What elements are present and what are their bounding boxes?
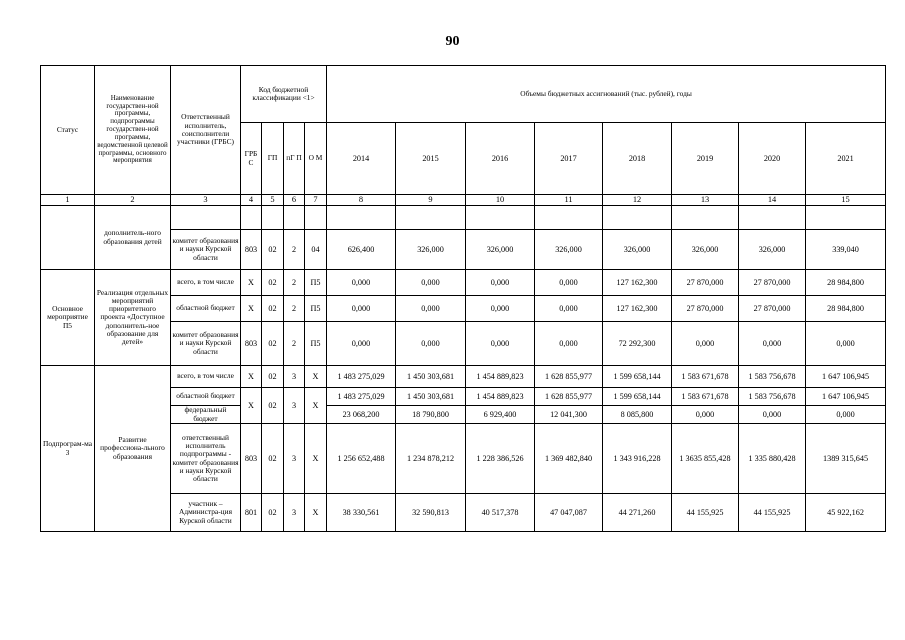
om-cell: Х xyxy=(305,388,327,424)
value-cell: 38 330,561 xyxy=(327,494,396,532)
value-cell: 12 041,300 xyxy=(535,406,603,424)
header-code-om: О М xyxy=(305,123,327,195)
grbs-cell: Х xyxy=(241,366,262,388)
value-cell: 0,000 xyxy=(806,322,886,366)
value-cell: 1 583 756,678 xyxy=(739,388,806,406)
column-number: 2 xyxy=(95,195,171,206)
pgp-cell: 3 xyxy=(284,424,305,494)
header-year: 2016 xyxy=(466,123,535,195)
value-cell: 0,000 xyxy=(672,322,739,366)
value-cell: 326,000 xyxy=(739,230,806,270)
value-cell: 1 228 386,526 xyxy=(466,424,535,494)
value-cell: 44 155,925 xyxy=(672,494,739,532)
executor-cell: всего, в том числе xyxy=(171,366,241,388)
pgp-cell: 3 xyxy=(284,366,305,388)
program-name-cell: Реализация отдельных мероприятий приоритетного проекта «Доступное дополнитель-ное образование для детей» xyxy=(95,270,171,366)
header-year: 2021 xyxy=(806,123,886,195)
value-cell: 40 517,378 xyxy=(466,494,535,532)
value-cell: 1 454 889,823 xyxy=(466,366,535,388)
value-cell: 1 234 878,212 xyxy=(396,424,466,494)
gp-cell: 02 xyxy=(262,388,284,424)
value-cell: 1 483 275,029 xyxy=(327,366,396,388)
grbs-cell: Х xyxy=(241,270,262,296)
value-cell: 326,000 xyxy=(535,230,603,270)
header-year: 2015 xyxy=(396,123,466,195)
om-cell: Х xyxy=(305,494,327,532)
program-name-cell: Развитие профессиона-льного образования xyxy=(95,366,171,532)
value-cell: 28 984,800 xyxy=(806,296,886,322)
program-name-cell: дополнитель-ного образования детей xyxy=(95,206,171,270)
value-cell: 1 3635 855,428 xyxy=(672,424,739,494)
value-cell: 0,000 xyxy=(466,296,535,322)
status-cell: Основное мероприятие П5 xyxy=(41,270,95,366)
om-cell: Х xyxy=(305,424,327,494)
value-cell: 1 647 106,945 xyxy=(806,366,886,388)
om-cell: 04 xyxy=(305,230,327,270)
executor-cell: комитет образования и науки Курской области xyxy=(171,322,241,366)
header-year: 2020 xyxy=(739,123,806,195)
value-cell: 1 343 916,228 xyxy=(603,424,672,494)
status-cell: Подпрограм-ма 3 xyxy=(41,366,95,532)
gp-cell: 02 xyxy=(262,424,284,494)
value-cell: 326,000 xyxy=(466,230,535,270)
pgp-cell: 2 xyxy=(284,322,305,366)
grbs-cell: 801 xyxy=(241,494,262,532)
table-row xyxy=(41,270,886,296)
value-cell: 0,000 xyxy=(466,322,535,366)
grbs-cell: 803 xyxy=(241,230,262,270)
pgp-cell: 2 xyxy=(284,296,305,322)
value-cell: 127 162,300 xyxy=(603,270,672,296)
column-number: 11 xyxy=(535,195,603,206)
value-cell: 0,000 xyxy=(396,270,466,296)
value-cell: 0,000 xyxy=(535,296,603,322)
value-cell: 72 292,300 xyxy=(603,322,672,366)
value-cell: 23 068,200 xyxy=(327,406,396,424)
column-number: 14 xyxy=(739,195,806,206)
column-number: 12 xyxy=(603,195,672,206)
value-cell: 0,000 xyxy=(739,406,806,424)
executor-cell: федеральный бюджет xyxy=(171,406,241,424)
om-cell: П5 xyxy=(305,322,327,366)
value-cell: 28 984,800 xyxy=(806,270,886,296)
value-cell: 1 483 275,029 xyxy=(327,388,396,406)
header-budget-code: Код бюджетной классификации <1> xyxy=(241,66,327,123)
gp-cell: 02 xyxy=(262,270,284,296)
gp-cell: 02 xyxy=(262,322,284,366)
column-number: 13 xyxy=(672,195,739,206)
om-cell: П5 xyxy=(305,270,327,296)
value-cell: 326,000 xyxy=(672,230,739,270)
gp-cell: 02 xyxy=(262,230,284,270)
value-cell: 326,000 xyxy=(603,230,672,270)
pgp-cell: 3 xyxy=(284,494,305,532)
header-code-gp: ГП xyxy=(262,123,284,195)
value-cell: 0,000 xyxy=(327,296,396,322)
value-cell: 44 271,260 xyxy=(603,494,672,532)
value-cell: 27 870,000 xyxy=(672,296,739,322)
header-executor: Ответственный исполнитель, соисполнители участники (ГРБС) xyxy=(171,66,241,195)
column-number: 3 xyxy=(171,195,241,206)
value-cell: 0,000 xyxy=(535,322,603,366)
value-cell: 6 929,400 xyxy=(466,406,535,424)
header-year: 2019 xyxy=(672,123,739,195)
value-cell: 0,000 xyxy=(672,406,739,424)
om-cell: П5 xyxy=(305,296,327,322)
value-cell: 32 590,813 xyxy=(396,494,466,532)
value-cell: 0,000 xyxy=(466,270,535,296)
header-year: 2017 xyxy=(535,123,603,195)
executor-cell: всего, в том числе xyxy=(171,270,241,296)
value-cell: 1 583 671,678 xyxy=(672,366,739,388)
grbs-cell: 803 xyxy=(241,424,262,494)
pgp-cell: 3 xyxy=(284,388,305,424)
header-name: Наименование государствен-ной программы, подпрограммы государствен-ной программы, ведомственной целевой программы, основного мероприятия xyxy=(95,66,171,195)
column-number: 5 xyxy=(262,195,284,206)
value-cell: 27 870,000 xyxy=(672,270,739,296)
header-status: Статус xyxy=(41,66,95,195)
pgp-cell: 2 xyxy=(284,270,305,296)
value-cell: 0,000 xyxy=(396,322,466,366)
column-number: 7 xyxy=(305,195,327,206)
value-cell: 1 647 106,945 xyxy=(806,388,886,406)
value-cell: 0,000 xyxy=(327,270,396,296)
value-cell: 45 922,162 xyxy=(806,494,886,532)
executor-cell: областной бюджет xyxy=(171,388,241,406)
value-cell: 1 599 658,144 xyxy=(603,366,672,388)
column-number: 1 xyxy=(41,195,95,206)
value-cell: 1 628 855,977 xyxy=(535,388,603,406)
table-row xyxy=(41,366,886,388)
value-cell: 27 870,000 xyxy=(739,270,806,296)
header-volumes: Объемы бюджетных ассигнований (тыс. рублей), годы xyxy=(327,66,886,123)
value-cell: 1389 315,645 xyxy=(806,424,886,494)
value-cell: 1 583 756,678 xyxy=(739,366,806,388)
executor-cell: областной бюджет xyxy=(171,296,241,322)
header-code-pgp: пГ П xyxy=(284,123,305,195)
column-number: 6 xyxy=(284,195,305,206)
value-cell: 1 454 889,823 xyxy=(466,388,535,406)
column-number-row xyxy=(41,195,886,206)
column-number: 8 xyxy=(327,195,396,206)
value-cell: 1 628 855,977 xyxy=(535,366,603,388)
value-cell: 127 162,300 xyxy=(603,296,672,322)
value-cell: 1 369 482,840 xyxy=(535,424,603,494)
value-cell: 0,000 xyxy=(806,406,886,424)
gp-cell: 02 xyxy=(262,296,284,322)
value-cell: 326,000 xyxy=(396,230,466,270)
value-cell: 0,000 xyxy=(327,322,396,366)
value-cell: 47 047,087 xyxy=(535,494,603,532)
grbs-cell: 803 xyxy=(241,322,262,366)
header-year: 2018 xyxy=(603,123,672,195)
value-cell: 1 256 652,488 xyxy=(327,424,396,494)
value-cell: 1 450 303,681 xyxy=(396,388,466,406)
page-number: 90 xyxy=(445,34,460,49)
value-cell: 1 335 880,428 xyxy=(739,424,806,494)
budget-table xyxy=(40,65,886,532)
value-cell: 8 085,800 xyxy=(603,406,672,424)
value-cell: 0,000 xyxy=(535,270,603,296)
column-number: 10 xyxy=(466,195,535,206)
header-year: 2014 xyxy=(327,123,396,195)
status-cell xyxy=(41,206,95,270)
value-cell: 339,040 xyxy=(806,230,886,270)
executor-cell: комитет образования и науки Курской области xyxy=(171,230,241,270)
header-code-grbs: ГРБ С xyxy=(241,123,262,195)
value-cell: 0,000 xyxy=(739,322,806,366)
value-cell: 1 450 303,681 xyxy=(396,366,466,388)
value-cell: 1 583 671,678 xyxy=(672,388,739,406)
header-row-1 xyxy=(41,66,886,123)
value-cell: 0,000 xyxy=(396,296,466,322)
value-cell: 626,400 xyxy=(327,230,396,270)
column-number: 15 xyxy=(806,195,886,206)
column-number: 9 xyxy=(396,195,466,206)
column-number: 4 xyxy=(241,195,262,206)
executor-cell: участник – Администра-ция Курской области xyxy=(171,494,241,532)
value-cell: 18 790,800 xyxy=(396,406,466,424)
grbs-cell: Х xyxy=(241,388,262,424)
value-cell: 1 599 658,144 xyxy=(603,388,672,406)
pgp-cell: 2 xyxy=(284,230,305,270)
executor-cell: ответственный исполнитель подпрограммы - комитет образования и науки Курской области xyxy=(171,424,241,494)
table-row xyxy=(41,206,886,230)
value-cell: 27 870,000 xyxy=(739,296,806,322)
grbs-cell: Х xyxy=(241,296,262,322)
gp-cell: 02 xyxy=(262,494,284,532)
gp-cell: 02 xyxy=(262,366,284,388)
value-cell: 44 155,925 xyxy=(739,494,806,532)
om-cell: Х xyxy=(305,366,327,388)
